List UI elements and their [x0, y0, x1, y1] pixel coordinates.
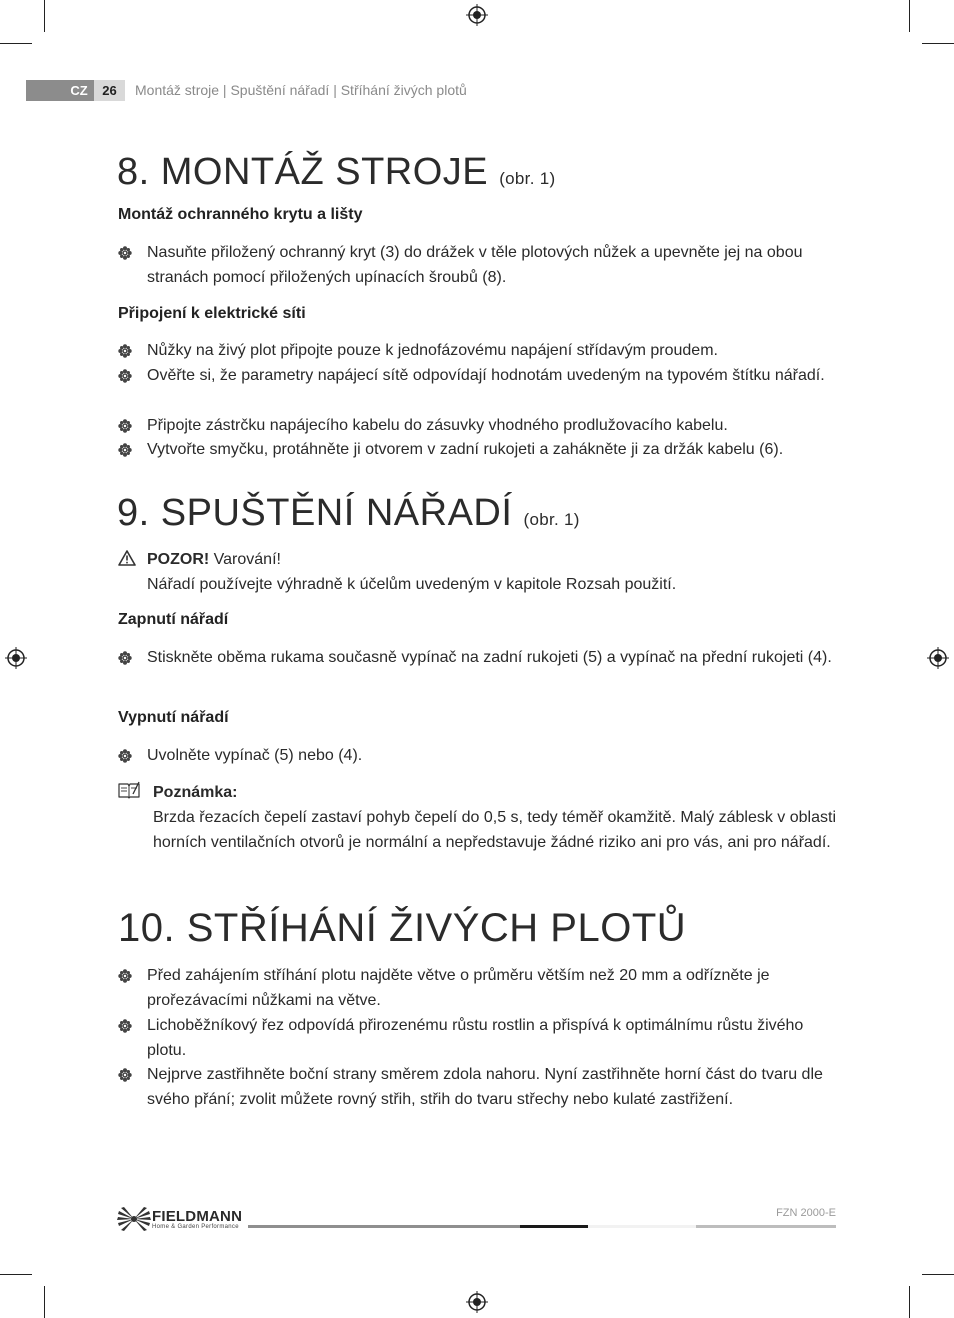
registration-mark-icon [927, 647, 949, 669]
warning-label: POZOR! [147, 551, 210, 568]
list-item: Uvolněte vypínač (5) nebo (4). [147, 747, 363, 764]
list-item: Lichoběžníkový řez odpovídá přirozenému růstu rostlin a přispívá k optimálnímu růstu živého plotu. [147, 1017, 804, 1059]
warning-triangle-icon [118, 550, 136, 566]
crop-mark [922, 43, 954, 44]
flower-bullet-icon [118, 1068, 132, 1082]
footer-line [696, 1225, 836, 1228]
fieldmann-logo-icon [117, 1206, 151, 1232]
flower-bullet-icon [118, 651, 132, 665]
flower-bullet-icon [118, 749, 132, 763]
list-item: Vytvořte smyčku, protáhněte ji otvorem v zadní rukojeti a zahákněte ji za držák kabelu (6). [147, 441, 784, 458]
brand-name: FIELDMANN [152, 1208, 243, 1225]
note-label-text: Poznámka: [153, 784, 238, 801]
crop-mark [0, 43, 32, 44]
registration-mark-icon [466, 4, 488, 26]
brand-tagline: Home & Garden Performance [152, 1224, 239, 1230]
section-10-title: 10. STŘÍHÁNÍ ŽIVÝCH PLOTŮ [118, 906, 687, 950]
section-8-title: 8. MONTÁŽ STROJE [117, 151, 489, 193]
note-label [153, 780, 837, 805]
flower-bullet-icon [118, 1019, 132, 1033]
footer-line [520, 1225, 588, 1228]
list-item: Nasuňte přiložený ochranný kryt (3) do drážek v těle plotových nůžek a upevněte jej na obou stranách pomocí přiložených upínacích šroubů (8). [147, 244, 803, 286]
crop-mark [0, 1274, 32, 1275]
page-number: 26 [94, 80, 125, 101]
list-item: Nejprve zastřihněte boční strany směrem zdola nahoru. Nyní zastřihněte horní část do tvaru dle svého přání; zvolit můžete rovný střih, střih do tvaru střechy nebo kulaté zastřižení. [147, 1066, 823, 1108]
running-header-title: Montáž stroje | Spuštění nářadí | Stříhání živých plotů [135, 82, 467, 98]
section-9-heading [117, 492, 580, 535]
section-8-heading [117, 151, 555, 194]
footer-line [588, 1225, 696, 1228]
section-9-title: 9. SPUŠTĚNÍ NÁŘADÍ [117, 492, 513, 534]
flower-bullet-icon [118, 969, 132, 983]
registration-mark-icon [466, 1291, 488, 1313]
crop-mark [44, 1286, 45, 1318]
section-8-ref: (obr. 1) [499, 169, 556, 188]
crop-mark [922, 1274, 954, 1275]
warning-line [147, 547, 837, 572]
warning-text: Varování! [213, 551, 281, 568]
note-text: Brzda řezacích čepelí zastaví pohyb čepelí do 0,5 s, tedy téměř okamžitě. Malý záblesk v oblasti horních ventilačních otvorů je normální a nepředstavuje žádné riziko ani pro vás, ani pro nářadí. [153, 809, 836, 851]
registration-mark-icon [5, 647, 27, 669]
flower-bullet-icon [118, 246, 132, 260]
flower-bullet-icon [118, 369, 132, 383]
subheading-guard-mount: Montáž ochranného krytu a lišty [118, 206, 363, 223]
list-item: Nůžky na živý plot připojte pouze k jednofázovému napájení střídavým proudem. [147, 342, 718, 359]
subheading-power-connection: Připojení k elektrické síti [118, 305, 306, 322]
flower-bullet-icon [118, 443, 132, 457]
crop-mark [909, 0, 910, 32]
list-item: Připojte zástrčku napájecího kabelu do zásuvky vhodného prodlužovacího kabelu. [147, 417, 728, 434]
section-9-ref: (obr. 1) [523, 510, 580, 529]
crop-mark [909, 1286, 910, 1318]
footer-line [248, 1225, 520, 1228]
book-note-icon [117, 781, 141, 799]
flower-bullet-icon [118, 419, 132, 433]
model-number: FZN 2000-E [776, 1207, 836, 1219]
language-code: CZ [70, 83, 88, 98]
list-item: Ověřte si, že parametry napájecí sítě odpovídají hodnotám uvedeným na typovém štítku nářadí. [147, 367, 825, 384]
warning-detail: Nářadí používejte výhradně k účelům uvedeným v kapitole Rozsah použití. [147, 576, 677, 593]
subheading-switch-on: Zapnutí nářadí [118, 611, 229, 628]
list-item: Před zahájením stříhání plotu najděte větve o průměru větším než 20 mm a odřízněte je prořezávacími nůžkami na větve. [147, 967, 770, 1009]
flower-bullet-icon [118, 344, 132, 358]
section-10-heading [118, 906, 686, 951]
crop-mark [44, 0, 45, 32]
subheading-switch-off: Vypnutí nářadí [118, 709, 229, 726]
list-item: Stiskněte oběma rukama současně vypínač na zadní rukojeti (5) a vypínač na přední rukojeti (4). [147, 649, 832, 666]
